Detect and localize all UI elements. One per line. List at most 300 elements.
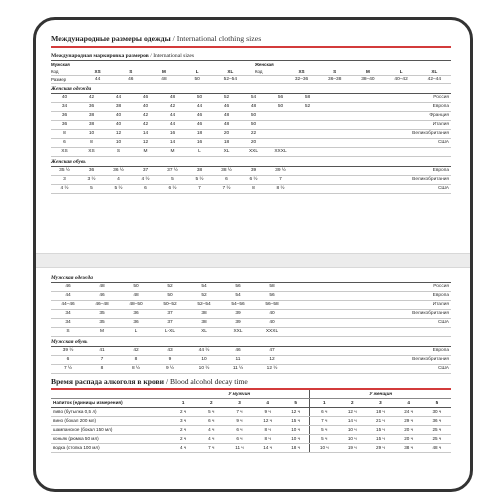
size-cell: 52 [294,103,321,112]
size-cell: 50 [153,292,187,301]
size-cell: 9 [153,356,187,365]
table-row [51,417,451,426]
women-time-cell: 38 ч [395,444,423,453]
size-cell: 38 [186,167,213,176]
size-cell: 48 [119,292,153,301]
table-row [51,167,451,176]
size-cell [294,139,321,148]
size-cell [289,347,309,356]
size-cell: 38 [78,112,105,121]
country-label: Великобритания [309,356,451,365]
table-row [51,408,451,417]
women-size: 36–38 [318,76,351,84]
title-ru: Международные размеры одежды [51,34,171,43]
size-cell: 7 ½ [213,185,240,194]
table-row [51,328,451,337]
men-time-cell: 15 ч [282,417,310,426]
women-time-cell: 48 ч [423,444,451,453]
size-cell: 35 [85,310,119,319]
size-cell: 7 [85,356,119,365]
women-label: Женская [254,62,274,67]
men-size-label: Размер [51,76,81,84]
women-size: 40–42 [385,76,418,84]
size-cell: 8 [78,139,105,148]
men-time-cell: 4 ч [197,426,225,435]
size-cell: L-XL [153,328,187,337]
country-label: Европа [321,103,451,112]
drink-header: Напиток (единицы измерения) [51,399,169,408]
page-spread-divider [36,253,470,268]
title-separator: / [170,34,177,43]
country-label: Франция [321,112,451,121]
col-header: 1 [169,399,197,408]
size-cell: 38 [105,103,132,112]
size-cell: 12 [105,130,132,139]
size-cell: 34 [51,310,85,319]
size-cell: 35 [85,319,119,328]
size-cell: 5 ½ [186,176,213,185]
men-shoes-title: Мужская обувь [51,339,451,347]
alcohol-title-en: Blood alcohol decay time [169,377,248,386]
size-cell: 44–46 [51,301,85,310]
size-cell: 35 ½ [51,167,78,176]
size-cell: 46 [51,283,85,292]
women-time-cell: 18 ч [366,408,394,417]
size-cell: M [159,148,186,157]
men-clothing-table [51,283,451,337]
women-group-header: У женщин [310,390,451,399]
alcohol-title-ru: Время распада алкоголя в крови [51,377,165,386]
drink-label: водка (стопка 100 мл) [51,444,169,453]
women-time-cell: 24 ч [395,408,423,417]
alcohol-title-separator: / [164,377,170,386]
country-label: США [321,185,451,194]
size-cell: 6 [213,176,240,185]
size-cell: 7 [267,176,294,185]
size-cell: 44 ½ [187,347,221,356]
col-header: 1 [310,399,338,408]
country-label: Европа [321,167,451,176]
women-time-cell: 7 ч [310,417,338,426]
size-cell: 6 [51,356,85,365]
size-cell: 18 [186,130,213,139]
size-cell: 36 [51,121,78,130]
size-cell [294,167,321,176]
size-cell: 50 [186,94,213,103]
size-cell [289,292,309,301]
size-cell: 20 [213,130,240,139]
men-time-cell: 3 ч [169,417,197,426]
size-cell: 52–54 [187,301,221,310]
table-row [51,292,451,301]
size-cell: XXL [221,328,255,337]
men-sizes-section [51,273,451,453]
country-label [321,148,451,157]
size-cell: 37 [153,310,187,319]
size-cell: 10 ½ [187,365,221,374]
size-cell: M [85,328,119,337]
women-time-cell: 5 ч [310,426,338,435]
size-cell: 34 [51,103,78,112]
size-cell [267,139,294,148]
size-cell: 36 [119,310,153,319]
size-cell: 36 [119,319,153,328]
size-cell: 8 [119,356,153,365]
size-cell: 44 [105,94,132,103]
size-cell [294,185,321,194]
size-cell: 46 [221,347,255,356]
size-cell: 39 ½ [267,167,294,176]
women-time-cell: 10 ч [338,426,366,435]
size-cell: 8 ½ [267,185,294,194]
men-time-cell: 6 ч [197,417,225,426]
size-cell: 7 [186,185,213,194]
size-cell: 46 [186,112,213,121]
size-cell: XS [78,148,105,157]
clothing-sizes-section [51,34,451,194]
size-cell [294,148,321,157]
size-cell [289,356,309,365]
size-cell: 10 [78,130,105,139]
men-time-cell: 12 ч [254,417,282,426]
women-time-cell: 6 ч [310,408,338,417]
size-cell: 4 [105,176,132,185]
size-cell: 42 [132,112,159,121]
size-cell: 44 [186,103,213,112]
size-cell: 46 [85,292,119,301]
size-cell [267,112,294,121]
size-cell: 50 [240,121,267,130]
size-cell: 40 [255,319,289,328]
size-cell: 20 [240,139,267,148]
size-cell: S [51,328,85,337]
size-cell: 7 ½ [51,365,85,374]
women-time-cell: 19 ч [338,444,366,453]
col-header: 3 [366,399,394,408]
size-cell: 48 [85,283,119,292]
women-code: XL [418,68,451,76]
table-row [51,347,451,356]
size-cell: 56 [255,292,289,301]
women-time-cell: 5 ч [310,435,338,444]
table-row [51,139,451,148]
country-label: Италия [321,121,451,130]
size-cell: 6 [51,139,78,148]
size-cell: 44 [51,292,85,301]
size-cell: 39 [221,319,255,328]
page-title [51,34,451,48]
table-row [51,121,451,130]
size-cell: 44 [159,112,186,121]
size-cell: 12 ½ [255,365,289,374]
men-size: 44 [81,76,114,84]
size-cell [289,310,309,319]
size-cell: 37 [153,319,187,328]
men-time-cell: 10 ч [282,426,310,435]
size-cell: 14 [132,130,159,139]
country-label: США [309,319,451,328]
table-row [51,435,451,444]
men-label: Мужская [51,62,70,67]
size-cell: 48 [240,103,267,112]
size-cell: 48–50 [119,301,153,310]
size-cell [267,130,294,139]
men-shoes-table [51,347,451,374]
men-time-cell: 2 ч [169,408,197,417]
women-time-cell: 25 ч [423,435,451,444]
size-cell: 8 [85,365,119,374]
size-cell: 48 [159,94,186,103]
men-size: 48 [147,76,180,84]
women-size: 38–40 [351,76,384,84]
men-time-cell: 9 ч [225,417,253,426]
table-row [51,103,451,112]
size-cell: 39 [221,310,255,319]
size-cell: 10 [105,139,132,148]
women-time-cell: 29 ч [366,444,394,453]
size-cell: 38 ½ [213,167,240,176]
size-cell: 18 [213,139,240,148]
subtitle-en: International sizes [153,53,195,59]
size-cell: 54–56 [221,301,255,310]
women-code: M [351,68,384,76]
size-cell: 16 [159,130,186,139]
alcohol-rows [51,408,451,453]
country-label: Великобритания [321,130,451,139]
size-cell: 5 ½ [105,185,132,194]
size-cell: 6 [132,185,159,194]
table-row [51,301,451,310]
size-cell: 5 [159,176,186,185]
notebook-page-frame [33,17,473,492]
size-cell: 46 [186,121,213,130]
women-time-cell: 21 ч [366,417,394,426]
size-cell: 40 [51,94,78,103]
size-cell: 46 [132,94,159,103]
women-time-cell: 29 ч [395,417,423,426]
table-row [51,112,451,121]
men-time-cell: 9 ч [254,408,282,417]
women-time-cell: 14 ч [338,417,366,426]
size-cell: 50 [267,103,294,112]
size-cell: 54 [187,283,221,292]
country-label: США [321,139,451,148]
size-cell: 41 [85,347,119,356]
size-cell: 11 [221,356,255,365]
country-label: Россия [309,283,451,292]
size-cell [289,365,309,374]
women-size: 32–36 [285,76,318,84]
size-cell: XXXL [267,148,294,157]
drink-label: шампанское (бокал 150 мл) [51,426,169,435]
col-header: 3 [225,399,253,408]
size-cell: 22 [240,130,267,139]
men-time-cell: 12 ч [282,408,310,417]
size-cell: 52 [153,283,187,292]
table-row [51,319,451,328]
country-label: США [309,365,451,374]
size-cell: 48 [213,121,240,130]
women-time-cell: 10 ч [338,435,366,444]
men-code: XL [214,68,247,76]
size-cell: 42 [159,103,186,112]
col-header: 5 [423,399,451,408]
size-cell [294,176,321,185]
table-row [51,426,451,435]
subtitle-separator: / [148,53,154,59]
size-cell: 37 [132,167,159,176]
women-time-cell: 25 ч [423,426,451,435]
women-code: S [318,68,351,76]
country-label: Великобритания [321,176,451,185]
size-cell: 56 [267,94,294,103]
men-size: 46 [114,76,147,84]
size-cell: XL [213,148,240,157]
size-cell: 40 [105,121,132,130]
men-size: 50 [181,76,214,84]
size-cell: 8 [240,185,267,194]
size-cell: 36 [51,112,78,121]
size-cell: 10 [187,356,221,365]
title-en: International clothing sizes [176,34,262,43]
size-cell: 34 [51,319,85,328]
women-clothing-table [51,94,451,157]
size-cell: 6 ½ [159,185,186,194]
size-cell: L [186,148,213,157]
women-code: XS [285,68,318,76]
size-cell: 40 [255,310,289,319]
men-time-cell: 5 ч [197,408,225,417]
country-label: Великобритания [309,310,451,319]
table-row [51,94,451,103]
men-time-cell: 4 ч [169,444,197,453]
size-cell: 38 [78,121,105,130]
men-time-cell: 8 ч [254,426,282,435]
country-label: Россия [321,94,451,103]
men-time-cell: 18 ч [282,444,310,453]
alcohol-title [51,377,451,390]
women-time-cell: 15 ч [366,426,394,435]
women-shoes-table [51,167,451,194]
size-cell: 39 [240,167,267,176]
women-time-cell: 20 ч [395,435,423,444]
col-header: 2 [338,399,366,408]
men-time-cell: 14 ч [254,444,282,453]
size-cell: 56 [221,283,255,292]
men-time-cell: 7 ч [197,444,225,453]
men-time-cell: 6 ч [225,426,253,435]
women-time-cell: 10 ч [310,444,338,453]
size-cell: L [119,328,153,337]
size-cell: 52 [187,292,221,301]
men-code: XS [81,68,114,76]
size-cell: 56–58 [255,301,289,310]
col-header: 2 [197,399,225,408]
size-cell: 46 [213,103,240,112]
women-code-label: Код [255,68,285,76]
country-label [309,328,451,337]
size-cell [289,319,309,328]
size-cell [289,283,309,292]
size-cell: 12 [132,139,159,148]
size-cell: 16 [186,139,213,148]
size-cell [294,130,321,139]
col-header: 4 [395,399,423,408]
men-clothing-title: Мужская одежда [51,275,451,283]
size-cell: 4 ½ [132,176,159,185]
men-code: L [181,68,214,76]
table-row [51,283,451,292]
men-time-cell: 10 ч [282,435,310,444]
women-time-cell: 30 ч [423,408,451,417]
size-cell: 58 [294,94,321,103]
size-cell: XXL [240,148,267,157]
table-row [51,356,451,365]
size-cell: 8 ½ [119,365,153,374]
size-cell: 37 ½ [159,167,186,176]
men-group-header: У мужчин [169,390,310,399]
size-cell [267,121,294,130]
drink-label: пиво (бутылка 0,5 л) [51,408,169,417]
table-row [51,176,451,185]
women-code: L [385,68,418,76]
size-cell: 47 [255,347,289,356]
size-cell: 6 ½ [240,176,267,185]
size-cell: 5 [78,185,105,194]
size-cell: 46–48 [85,301,119,310]
women-time-cell: 36 ч [423,417,451,426]
size-cell: 36 [78,167,105,176]
women-clothing-rows [51,94,451,157]
size-cell: 42 [78,94,105,103]
size-cell: 50 [119,283,153,292]
size-cell: XL [187,328,221,337]
size-cell: M [132,148,159,157]
size-cell: 50–52 [153,301,187,310]
size-cell: 40 [105,112,132,121]
table-row [51,130,451,139]
size-cell: S [105,148,132,157]
size-cell [289,301,309,310]
size-cell [289,328,309,337]
country-label: Европа [309,292,451,301]
size-cell: 54 [221,292,255,301]
women-size: 42–44 [418,76,451,84]
men-size: 52–54 [214,76,247,84]
size-cell: 50 [240,112,267,121]
subtitle-ru: Международная маркировка размеров [51,53,149,59]
size-cell: XXXL [255,328,289,337]
col-header: 4 [254,399,282,408]
table-row [51,444,451,453]
women-clothing-title: Женская одежда [51,86,451,94]
subtitle [51,53,451,61]
size-cell: 38 [187,319,221,328]
drink-label: коньяк (рюмка 50 мл) [51,435,169,444]
men-time-cell: 2 ч [169,426,197,435]
size-cell: 38 [187,310,221,319]
size-cell [294,112,321,121]
size-cell: 12 [255,356,289,365]
drink-label: вино (бокал 200 мл) [51,417,169,426]
size-cell: 42 [132,121,159,130]
size-cell: 42 [119,347,153,356]
size-cell: 4 ½ [51,185,78,194]
size-cell: 54 [240,94,267,103]
size-cell: XS [51,148,78,157]
women-shoes-title: Женская обувь [51,159,451,167]
men-time-cell: 4 ч [197,435,225,444]
